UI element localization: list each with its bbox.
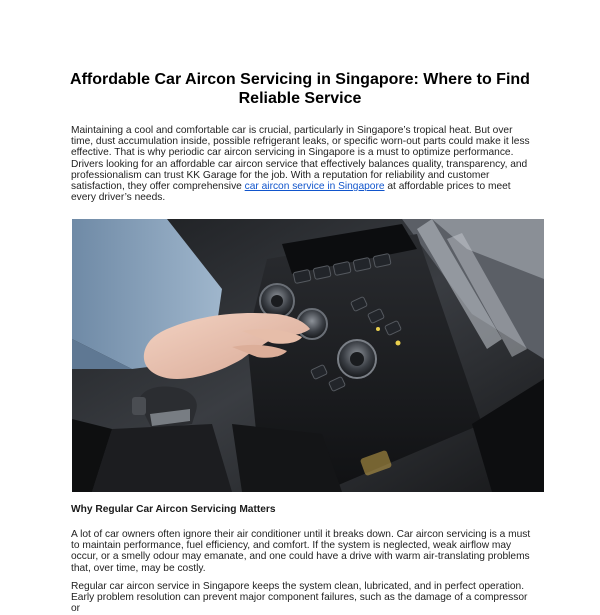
paragraph-2: Regular car aircon service in Singapore keeps the system clean, lubricated, and in perfect operation. Early problem resolution can prevent major component failures, such as the damage of a compressor or: [71, 581, 528, 615]
section-heading: Why Regular Car Aircon Servicing Matters: [71, 504, 276, 515]
intro-paragraph: [71, 125, 531, 203]
article-title: Affordable Car Aircon Servicing in Singapore: Where to Find Reliable Service: [70, 71, 530, 107]
intro-text-after-link: at affordable prices to meet every driver’s needs.: [71, 181, 511, 204]
car-dashboard-photo: [72, 219, 544, 492]
car-aircon-service-link[interactable]: car aircon service in Singapore: [244, 181, 385, 193]
intro-text-before-link: Maintaining a cool and comfortable car is crucial, particularly in Singapore’s tropical heat. But over time, dust accumulation inside, possible refrigerant leaks, or specific worn-out parts could make it less effective. That is why periodic car aircon servicing in Singapore is a must to optimize performance. Drivers looking for an affordable car aircon service that effectively balances quality, transparency, and professionalism can trust KK Garage for the job. With a reputation for reliability and customer satisfaction, they offer comprehensive: [71, 125, 530, 193]
paragraph-1: A lot of car owners often ignore their air conditioner until it breaks down. Car aircon servicing is a must to maintain performance, fuel efficiency, and comfort. If the system is neglected, weak airflow may occur, or a smelly odour may emanate, and one could have a drive with warm air-translating problems that, over time, may be costly.: [71, 529, 531, 574]
